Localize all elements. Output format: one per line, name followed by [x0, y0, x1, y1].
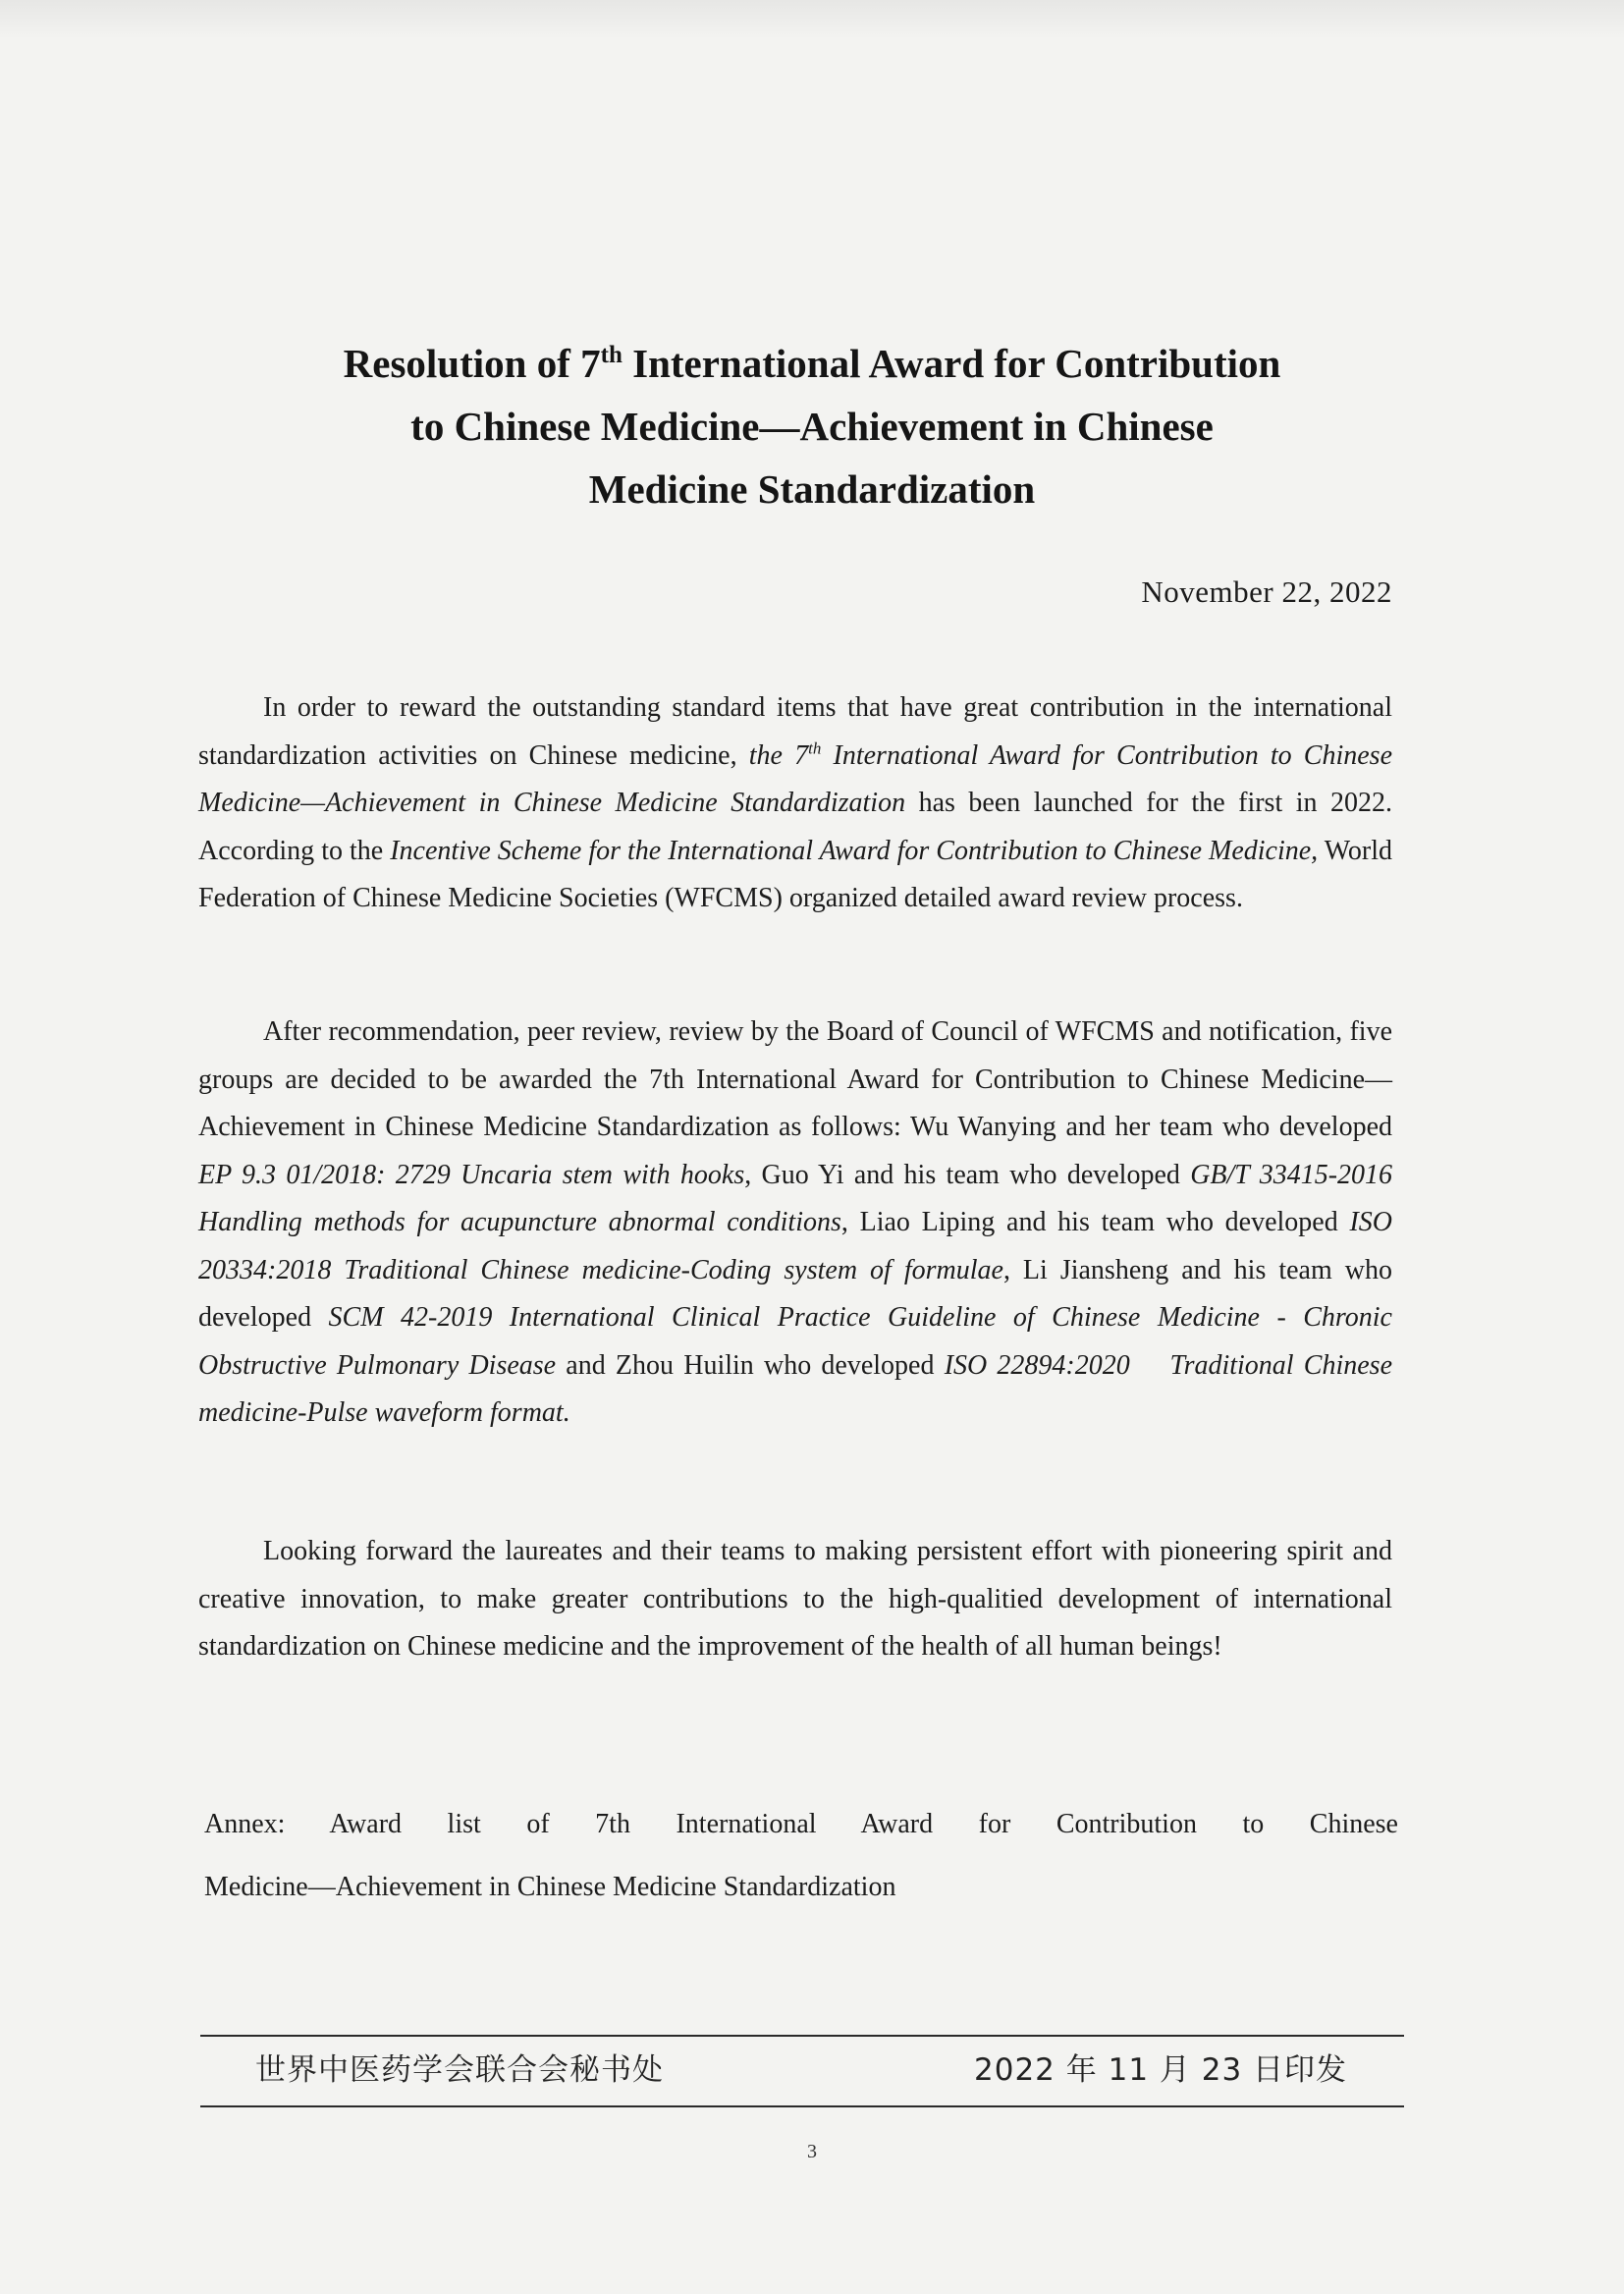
title-ordinal-sup: th: [600, 342, 623, 368]
para2-text-2: , Guo Yi and his team who developed: [744, 1159, 1191, 1190]
para2-text-3: , Liao Liping and his team who developed: [840, 1207, 1350, 1237]
paragraph-intro: [198, 684, 1392, 923]
standard-ep-9-3: EP 9.3 01/2018: 2729 Uncaria stem with hooks: [198, 1159, 745, 1190]
footer-rule-top: [200, 2035, 1404, 2037]
para2-text-5: and Zhou Huilin who developed: [556, 1349, 945, 1381]
para1-text-3: World Federation of Chinese Medicine Societies (WFCMS) organized detailed award review process.: [198, 835, 1392, 913]
page-number: 3: [807, 2141, 817, 2162]
standard-iso-20334: ISO 20334:2018 Traditional Chinese medicine-Coding system of formulae: [198, 1207, 1392, 1285]
para1-scheme-name: Incentive Scheme for the International Award for Contribution to Chinese Medicine,: [390, 835, 1319, 866]
title-line-3: Medicine Standardization: [588, 466, 1036, 512]
annex-line-1: Annex: Award list of 7th International Award for Contribution to Chinese: [204, 1809, 1398, 1839]
title-line-1-pre: Resolution of 7: [343, 341, 601, 386]
footer-rule-bottom: [200, 2105, 1404, 2107]
standard-iso-22894: ISO 22894:2020 Traditional Chinese medicine-Pulse waveform format.: [198, 1349, 1392, 1428]
title-line-1: [147, 332, 1477, 395]
para2-text-4: , Li Jiansheng and his team who developed: [198, 1254, 1392, 1333]
title-line-2: to Chinese Medicine—Achievement in Chinese: [410, 404, 1214, 449]
annex-line-2: Medicine—Achievement in Chinese Medicine Standardization: [204, 1872, 896, 1902]
document-date: November 22, 2022: [1141, 574, 1392, 609]
para1-text-2: has been launched for the first in 2022. According to the: [198, 788, 1392, 866]
standard-gbt-33415: GB/T 33415-2016 Handling methods for acupuncture abnormal conditions: [198, 1159, 1393, 1237]
para2-text-1: After recommendation, peer review, review by the Board of Council of WFCMS and notification, five groups are decided to be awarded the 7th International Award for Contribution to Chinese Medicine—Achievement in Chinese Medicine Standardization as follows: Wu Wanying and her team who developed: [198, 1016, 1392, 1142]
standard-scm-42: SCM 42-2019 International Clinical Practice Guideline of Chinese Medicine - Chronic Obstructive Pulmonary Disease: [198, 1302, 1392, 1381]
para1-award-name: the 7th International Award for Contribution to Chinese Medicine—Achievement in Chinese Medicine Standardization: [198, 738, 1393, 818]
annex-note: [204, 1793, 1398, 1919]
footer-issuer: 世界中医药学会联合会秘书处: [255, 2052, 664, 2088]
scan-shadow: [0, 0, 1624, 39]
para1-text-1: In order to reward the outstanding standard items that have great contribution in the international standardization activities on Chinese medicine,: [198, 692, 1392, 771]
paragraph-closing: [198, 1528, 1392, 1671]
paragraph-awardees: [198, 1009, 1392, 1438]
title-line-1-post: International Award for Contribution: [622, 341, 1281, 386]
document-title: [147, 332, 1477, 520]
para3-text: Looking forward the laureates and their teams to making persistent effort with pioneering spirit and creative innovation, to make greater contributions to the high-qualitied development of international standardization on Chinese medicine and the improvement of the health of all human beings!: [198, 1536, 1392, 1662]
footer-issue-date: 2022 年 11 月 23 日印发: [974, 2052, 1348, 2088]
